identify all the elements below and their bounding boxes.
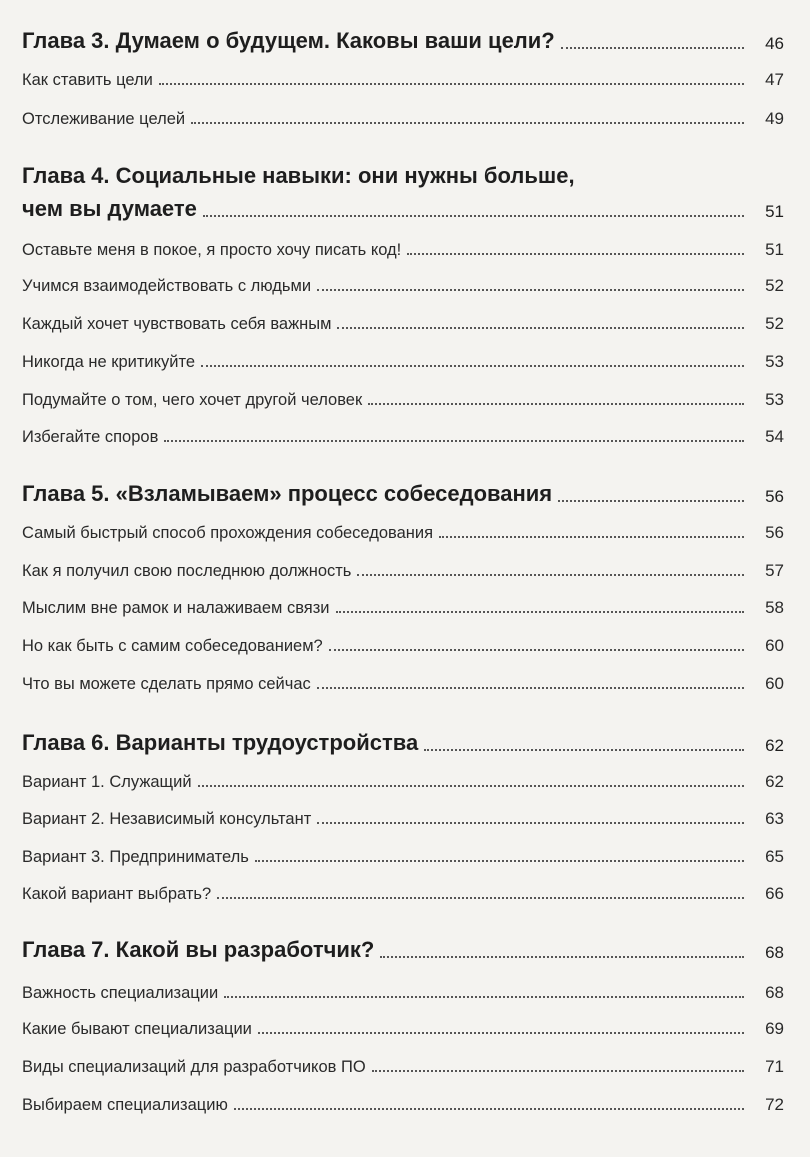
page-number: 62 bbox=[765, 772, 784, 791]
page-number: 53 bbox=[765, 390, 784, 409]
dot-leader bbox=[217, 897, 744, 899]
chapter-title-line2: чем вы думаете bbox=[22, 196, 197, 221]
page-number: 72 bbox=[765, 1095, 784, 1114]
page-number: 51 bbox=[765, 202, 784, 221]
toc-chapter-4-line2 bbox=[22, 196, 784, 222]
section-title: Что вы можете сделать прямо сейчас bbox=[22, 675, 311, 693]
dot-leader bbox=[159, 83, 744, 85]
section-title: Избегайте споров bbox=[22, 428, 159, 446]
section-title: Подумайте о том, чего хочет другой человек bbox=[22, 391, 363, 409]
toc-section bbox=[22, 276, 784, 296]
dot-leader bbox=[372, 1070, 744, 1072]
page-number: 47 bbox=[765, 70, 784, 89]
page-number: 54 bbox=[765, 427, 784, 446]
section-title: Каждый хочет чувствовать себя важным bbox=[22, 315, 332, 333]
toc-chapter-6 bbox=[22, 730, 784, 756]
dot-leader bbox=[198, 785, 744, 787]
dot-leader bbox=[561, 47, 744, 49]
page-number: 57 bbox=[765, 561, 784, 580]
toc-section bbox=[22, 352, 784, 372]
toc-section bbox=[22, 109, 784, 129]
page-number: 46 bbox=[765, 34, 784, 53]
toc-section bbox=[22, 772, 784, 792]
dot-leader bbox=[368, 403, 744, 405]
toc-section bbox=[22, 240, 784, 260]
dot-leader bbox=[317, 289, 744, 291]
toc-chapter-3 bbox=[22, 28, 784, 54]
toc-section bbox=[22, 1095, 784, 1115]
page-number: 66 bbox=[765, 884, 784, 903]
page-number: 63 bbox=[765, 809, 784, 828]
section-title: Вариант 3. Предприниматель bbox=[22, 848, 249, 866]
section-title: Учимся взаимодействовать с людьми bbox=[22, 277, 312, 295]
toc-section bbox=[22, 70, 784, 90]
toc-section bbox=[22, 1019, 784, 1039]
page-number: 71 bbox=[765, 1057, 784, 1076]
toc-section bbox=[22, 847, 784, 867]
chapter-title: Глава 6. Варианты трудоустройства bbox=[22, 730, 419, 755]
dot-leader bbox=[558, 500, 744, 502]
toc-chapter-4 bbox=[22, 163, 784, 189]
page-number: 52 bbox=[765, 314, 784, 333]
section-title: Отслеживание целей bbox=[22, 110, 186, 128]
section-title: Вариант 2. Независимый консультант bbox=[22, 810, 312, 828]
section-title: Важность специализации bbox=[22, 984, 219, 1002]
page-number: 62 bbox=[765, 736, 784, 755]
dot-leader bbox=[380, 956, 744, 958]
dot-leader bbox=[255, 860, 744, 862]
page-number: 56 bbox=[765, 487, 784, 506]
dot-leader bbox=[201, 365, 744, 367]
section-title: Мыслим вне рамок и налаживаем связи bbox=[22, 599, 330, 617]
page-number: 52 bbox=[765, 276, 784, 295]
dot-leader bbox=[357, 574, 744, 576]
dot-leader bbox=[224, 996, 744, 998]
dot-leader bbox=[337, 327, 744, 329]
page-number: 58 bbox=[765, 598, 784, 617]
chapter-title-line1: Глава 4. Социальные навыки: они нужны больше, bbox=[22, 163, 575, 188]
dot-leader bbox=[329, 649, 744, 651]
page-number: 56 bbox=[765, 523, 784, 542]
toc-section bbox=[22, 983, 784, 1003]
section-title: Виды специализаций для разработчиков ПО bbox=[22, 1058, 366, 1076]
section-title: Какие бывают специализации bbox=[22, 1020, 252, 1038]
section-title: Но как быть с самим собеседованием? bbox=[22, 637, 323, 655]
chapter-title: Глава 7. Какой вы разработчик? bbox=[22, 937, 375, 962]
dot-leader bbox=[439, 536, 744, 538]
section-title: Какой вариант выбрать? bbox=[22, 885, 212, 903]
section-title: Оставьте меня в покое, я просто хочу писать код! bbox=[22, 241, 402, 259]
dot-leader bbox=[317, 822, 744, 824]
toc-section bbox=[22, 598, 784, 618]
section-title: Вариант 1. Служащий bbox=[22, 773, 192, 791]
toc-chapter-5 bbox=[22, 481, 784, 507]
page-number: 65 bbox=[765, 847, 784, 866]
toc-section bbox=[22, 674, 784, 694]
page-number: 60 bbox=[765, 636, 784, 655]
page-number: 51 bbox=[765, 240, 784, 259]
toc-section bbox=[22, 314, 784, 334]
page-number: 60 bbox=[765, 674, 784, 693]
section-title: Выбираем специализацию bbox=[22, 1096, 228, 1114]
chapter-title: Глава 3. Думаем о будущем. Каковы ваши цели? bbox=[22, 28, 555, 53]
page-number: 49 bbox=[765, 109, 784, 128]
dot-leader bbox=[407, 253, 744, 255]
toc-section bbox=[22, 884, 784, 904]
section-title: Никогда не критикуйте bbox=[22, 353, 196, 371]
chapter-title: Глава 5. «Взламываем» процесс собеседования bbox=[22, 481, 553, 506]
page-number: 53 bbox=[765, 352, 784, 371]
toc-section bbox=[22, 390, 784, 410]
dot-leader bbox=[258, 1032, 744, 1034]
dot-leader bbox=[317, 687, 744, 689]
page-number: 68 bbox=[765, 983, 784, 1002]
toc-section bbox=[22, 636, 784, 656]
dot-leader bbox=[203, 215, 744, 217]
section-title: Самый быстрый способ прохождения собеседования bbox=[22, 524, 434, 542]
toc-section bbox=[22, 1057, 784, 1077]
toc-section bbox=[22, 523, 784, 543]
dot-leader bbox=[234, 1108, 744, 1110]
page-number: 68 bbox=[765, 943, 784, 962]
section-title: Как ставить цели bbox=[22, 71, 153, 89]
toc-section bbox=[22, 427, 784, 447]
section-title: Как я получил свою последнюю должность bbox=[22, 562, 352, 580]
toc-chapter-7 bbox=[22, 937, 784, 963]
page-number: 69 bbox=[765, 1019, 784, 1038]
dot-leader bbox=[424, 749, 744, 751]
dot-leader bbox=[336, 611, 745, 613]
dot-leader bbox=[164, 440, 744, 442]
dot-leader bbox=[191, 122, 744, 124]
toc-section bbox=[22, 561, 784, 581]
toc-section bbox=[22, 809, 784, 829]
